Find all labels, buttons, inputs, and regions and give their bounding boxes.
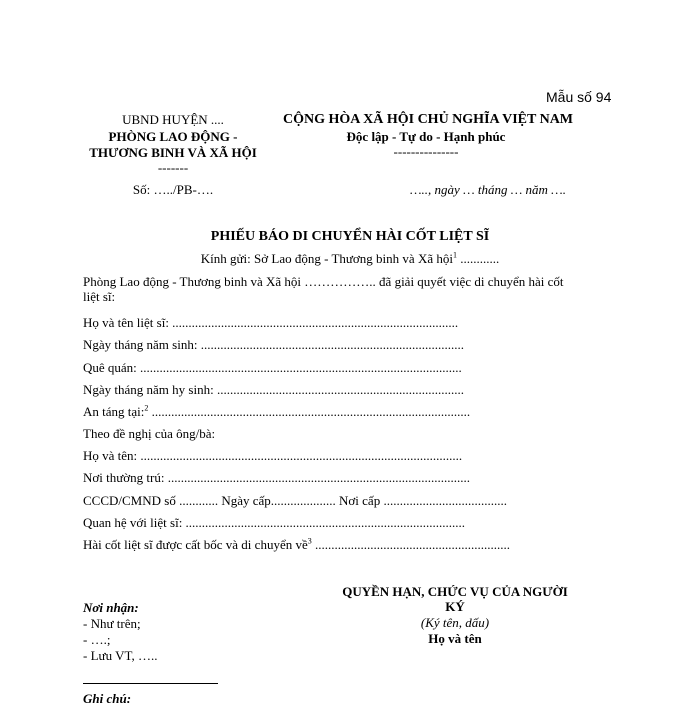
field-residence: Nơi thường trú: ............................................................................................. bbox=[83, 470, 470, 485]
field-martyr-name: Họ và tên liệt sĩ: ........................................................................................ bbox=[83, 315, 459, 330]
field-requester-name: Họ và tên: ................................................................................................... bbox=[83, 448, 463, 463]
document-reference: Số: …../PB-…. bbox=[132, 182, 214, 197]
national-motto: Độc lập - Tự do - Hạnh phúc bbox=[346, 129, 506, 144]
signer-title-line-2: KÝ bbox=[445, 599, 465, 614]
recipients-heading: Nơi nhận: bbox=[83, 600, 139, 615]
recipient-text: Kính gửi: Sở Lao động - Thương binh và Xã hội bbox=[200, 251, 453, 266]
signer-title-line-1: QUYỀN HẠN, CHỨC VỤ CỦA NGƯỜI bbox=[342, 584, 568, 599]
issuer-line-2: PHÒNG LAO ĐỘNG - bbox=[108, 129, 238, 144]
field-id-card: CCCD/CMND số ............ Ngày cấp.................... Nơi cấp ...................................... bbox=[83, 493, 507, 508]
field-burial-place bbox=[83, 404, 470, 419]
signer-name-label: Họ và tên bbox=[428, 631, 482, 646]
field-hometown: Quê quán: ................................................................................................... bbox=[83, 360, 462, 375]
motto-divider: --------------- bbox=[393, 144, 459, 159]
footnote-ref-2: 2 bbox=[144, 403, 149, 413]
intro-line-1: Phòng Lao động - Thương binh và Xã hội …………….. đã giải quyết việc di chuyển hài cốt bbox=[83, 274, 564, 289]
issuer-divider: ------- bbox=[157, 160, 189, 175]
issuer-line-1: UBND HUYỆN .... bbox=[122, 112, 224, 127]
footnote-ref-3: 3 bbox=[307, 536, 312, 546]
field-relationship: Quan hệ với liệt sĩ: ...................................................................................... bbox=[83, 515, 466, 530]
date-line: ….., ngày … tháng … năm …. bbox=[409, 182, 566, 197]
recipient-item: - ….; bbox=[83, 632, 111, 647]
signature-note: (Ký tên, dấu) bbox=[420, 615, 490, 630]
document-title: PHIẾU BÁO DI CHUYỂN HÀI CỐT LIỆT SĨ bbox=[210, 229, 490, 244]
recipient-trail: ............ bbox=[456, 251, 500, 266]
footnote-divider bbox=[83, 683, 218, 684]
recipient-item: - Như trên; bbox=[83, 616, 141, 631]
field-requester-heading: Theo đề nghị của ông/bà: bbox=[83, 426, 216, 441]
issuer-line-3: THƯƠNG BINH VÀ XÃ HỘI bbox=[89, 145, 257, 160]
recipient-line bbox=[0, 251, 700, 266]
footnote-ref-1: 1 bbox=[452, 250, 457, 260]
intro-line-2: liệt sĩ: bbox=[83, 289, 116, 304]
destination-trail: ............................................................ bbox=[311, 537, 510, 552]
form-number: Mẫu số 94 bbox=[546, 89, 612, 105]
burial-label: An táng tại: bbox=[83, 404, 145, 419]
burial-trail: .................................................................................................. bbox=[148, 404, 471, 419]
field-death-date: Ngày tháng năm hy sinh: ............................................................................ bbox=[83, 382, 464, 397]
footnote-heading: Ghi chú: bbox=[83, 691, 132, 706]
recipient-item: - Lưu VT, ….. bbox=[83, 648, 158, 663]
national-title: CỘNG HÒA XÃ HỘI CHỦ NGHĨA VIỆT NAM bbox=[283, 112, 574, 127]
destination-label: Hài cốt liệt sĩ được cất bốc và di chuyển về bbox=[83, 537, 308, 552]
field-birth-date: Ngày tháng năm sinh: ................................................................................. bbox=[83, 337, 464, 352]
field-destination bbox=[83, 537, 510, 552]
